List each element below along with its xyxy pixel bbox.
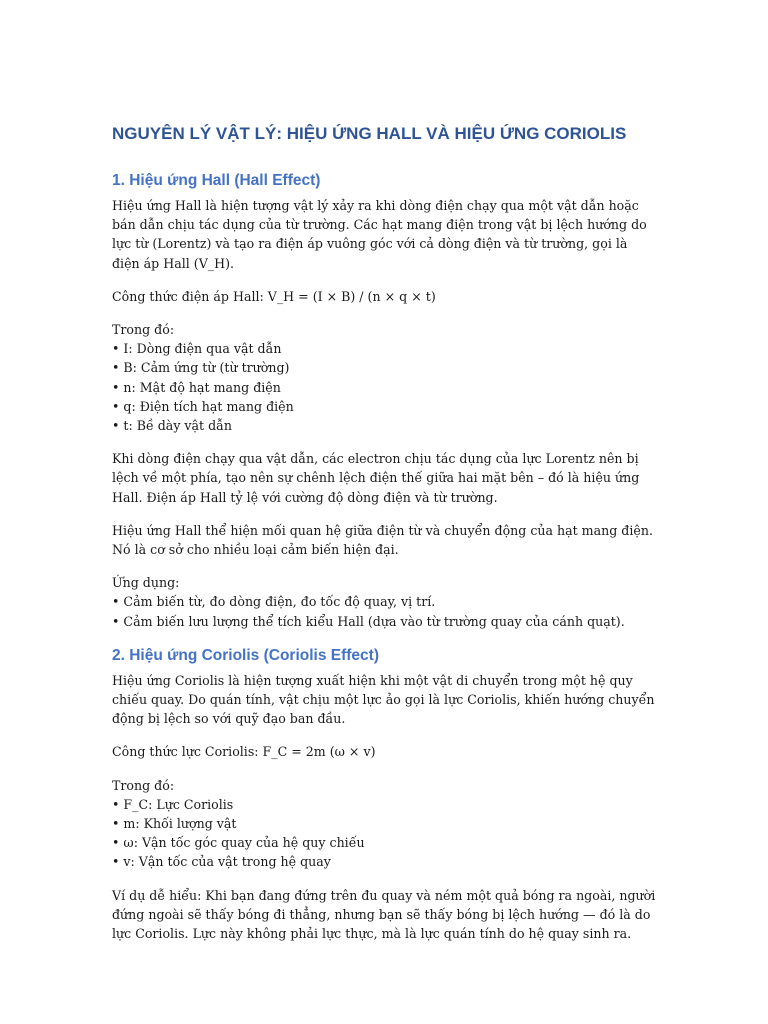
list-item: • v: Vận tốc của vật trong hệ quay [112,854,331,870]
list-item: • F_C: Lực Coriolis [112,796,234,812]
coriolis-intro: Hiệu ứng Coriolis là hiện tượng xuất hiện khi một vật di chuyển trong một hệ quy chiếu quay. Do quán tính, vật chịu một lực ảo gọi là lực Coriolis, khiến hướng chuyển động bị lệch so với quỹ đạo ban đầu. [112,672,655,727]
coriolis-where-list [112,776,658,872]
list-item: • I: Dòng điện qua vật dẫn [112,341,282,357]
hall-intro: Hiệu ứng Hall là hiện tượng vật lý xảy ra khi dòng điện chạy qua một vật dẫn hoặc bán dẫn chịu tác dụng của từ trường. Các hạt mang điện trong vật bị lệch hướng do lực từ (Lorentz) và tạo ra điện áp vuông góc với cả dòng điện và từ trường, gọi là điện áp Hall (V_H). [112,198,647,271]
list-item: • ω: Vận tốc góc quay của hệ quy chiếu [112,835,365,851]
hall-applications-list [112,573,658,631]
hall-section [112,170,658,631]
hall-significance: Hiệu ứng Hall thể hiện mối quan hệ giữa điện từ và chuyển động của hạt mang điện. Nó là cơ sở cho nhiều loại cảm biến hiện đại. [112,522,653,558]
list-item: • n: Mật độ hạt mang điện [112,379,281,395]
coriolis-example: Ví dụ dễ hiểu: Khi bạn đang đứng trên đu quay và ném một quả bóng ra ngoài, người đứng ngoài sẽ thấy bóng đi thẳng, nhưng bạn sẽ thấy bóng bị lệch hướng — đó là do lực Coriolis. Lực này không phải lực thực, mà là lực quán tính do hệ quay sinh ra. [112,887,656,942]
hall-formula: Công thức điện áp Hall: V_H = (I × B) / (n × q × t) [112,288,436,304]
document-title: NGUYÊN LÝ VẬT LÝ: HIỆU ỨNG HALL VÀ HIỆU ỨNG CORIOLIS [112,124,627,143]
hall-where-list [112,320,658,435]
coriolis-where-label: Trong đó: [112,777,175,793]
coriolis-formula: Công thức lực Coriolis: F_C = 2m (ω × v) [112,744,376,760]
list-item: • Cảm biến lưu lượng thể tích kiểu Hall (dựa vào từ trường quay của cánh quạt). [112,613,625,629]
list-item: • q: Điện tích hạt mang điện [112,398,294,414]
coriolis-section [112,645,658,943]
hall-applications-label: Ứng dụng: [112,575,180,591]
list-item: • Cảm biến từ, đo dòng điện, đo tốc độ quay, vị trí. [112,594,436,610]
list-item: • B: Cảm ứng từ (từ trường) [112,360,290,376]
hall-where-label: Trong đó: [112,322,175,338]
list-item: • m: Khối lượng vật [112,816,237,832]
hall-heading: 1. Hiệu ứng Hall (Hall Effect) [112,172,321,189]
coriolis-heading: 2. Hiệu ứng Coriolis (Coriolis Effect) [112,646,379,664]
hall-explanation: Khi dòng điện chạy qua vật dẫn, các electron chịu tác dụng của lực Lorentz nên bị lệch về một phía, tạo nên sự chênh lệch điện thế giữa hai mặt bên – đó là hiệu ứng Hall. Điện áp Hall tỷ lệ với cường độ dòng điện và từ trường. [112,451,640,505]
list-item: • t: Bề dày vật dẫn [112,418,233,434]
